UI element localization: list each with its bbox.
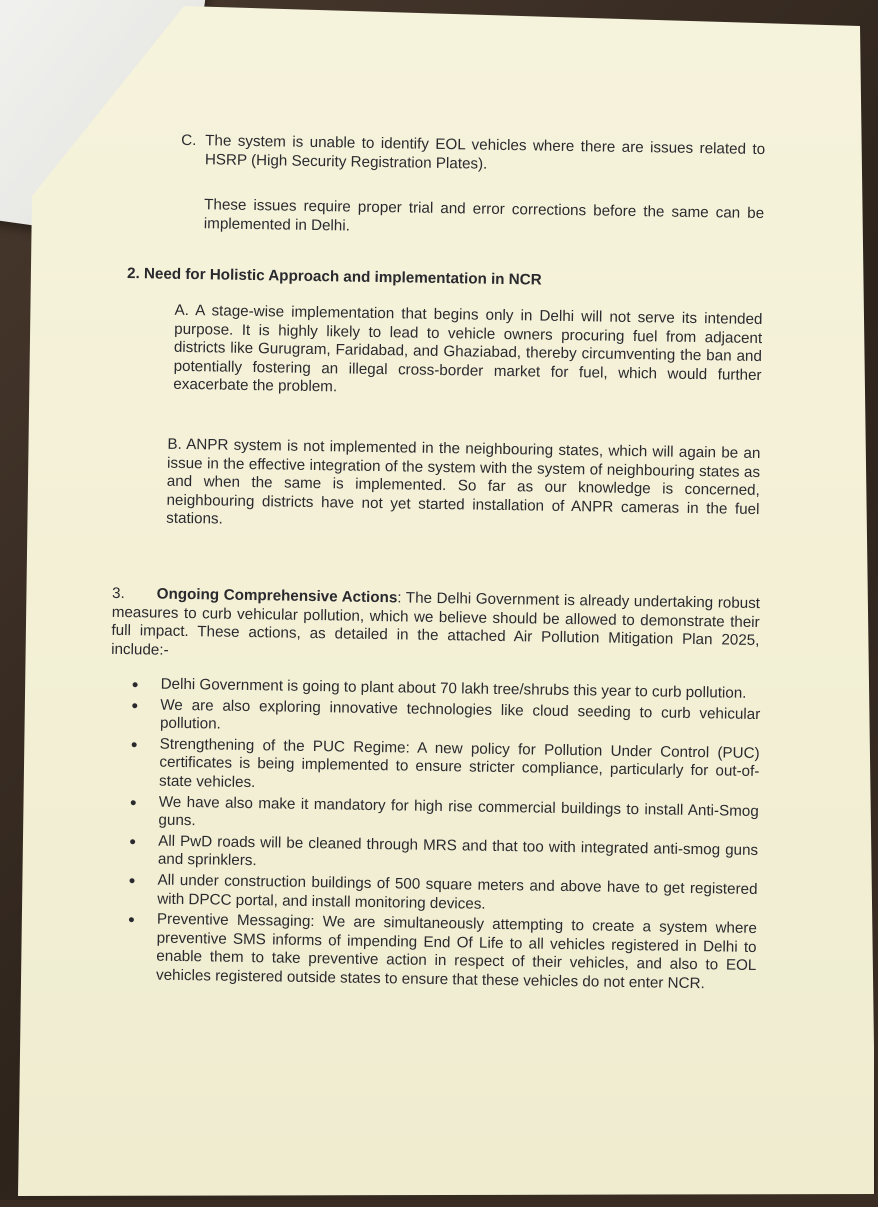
list-item-text: Preventive Messaging: We are simultaneously attempting to create a system where preventive SMS informs of impending End Of Life to all vehicles registered in Delhi to enable them to take preventive action in respect of their vehicles, and also to EOL vehicles registered outside states to ensure that these vehicles do not enter NCR.	[155, 910, 758, 993]
bullet-icon	[130, 839, 135, 844]
bullet-icon	[130, 878, 135, 883]
bullet-icon	[132, 742, 137, 747]
section-2-heading: 2. Need for Holistic Approach and implementation in NCR	[126, 265, 542, 289]
list-item-text: All under construction buildings of 500 square meters and above have to get registered with DPCC portal, and install monitoring devices.	[157, 871, 758, 913]
section-2-para-b: B. ANPR system is not implemented in the neighbouring states, which will again be an issue in the effective integration of the system with the system of neighbouring states as and when the same is implemented. So far as our knowledge is concerned, neighbouring districts have not yet started installation of ANPR cameras in the fuel stations.	[166, 435, 761, 528]
list-item-text: Strengthening of the PUC Regime: A new policy for Pollution Under Control (PUC) certificates is being implemented to ensure stricter compliance, particularly for out-of-state vehicles.	[158, 735, 760, 792]
section-c-followup: These issues require proper trial and error corrections before the same can be implemented in Delhi.	[203, 196, 765, 235]
section-3-intro: : The Delhi Government is already undertaking robust measures to curb vehicular pollution, which we believe should be allowed to demonstrate their full impact. These actions, as detailed in the attached Air Pollution Mitigation Plan 2025, include:-	[111, 589, 761, 659]
bullet-icon	[133, 682, 138, 687]
section-3-bullet-list	[156, 676, 761, 997]
list-item	[159, 735, 760, 800]
section-3-number: 3.	[111, 584, 125, 603]
section-c-label: C.	[181, 131, 197, 150]
bullet-icon	[131, 800, 136, 805]
list-item	[156, 911, 757, 995]
list-item-text: All PwD roads will be cleaned through MRS and that too with integrated anti-smog guns and sprinklers.	[157, 832, 759, 870]
bullet-icon	[132, 703, 137, 708]
section-c-text: The system is unable to identify EOL vehicles where there are issues related to HSRP (High Security Registration Plates).	[204, 132, 766, 173]
list-item-text: We have also make it mandatory for high rise commercial buildings to install Anti-Smog guns.	[158, 793, 759, 830]
section-3-heading: Ongoing Comprehensive Actions	[156, 585, 398, 607]
list-item-text: Delhi Government is going to plant about 70 lakh tree/shrubs this year to curb pollution.	[160, 675, 747, 702]
list-item-text: We are also exploring innovative technologies like cloud seeding to curb vehicular pollution.	[159, 696, 761, 733]
section-2-para-a: A. A stage-wise implementation that begins only in Delhi will not serve its intended purpose. It is highly likely to lead to vehicle owners procuring fuel from adjacent districts like Gurugram, Faridabad, and Ghaziabad, thereby circumventing the ban and potentially fostering an illegal cross-border market for fuel, which would further exacerbate the problem.	[173, 301, 763, 396]
bullet-icon	[129, 917, 134, 922]
section-3-paragraph	[111, 585, 760, 670]
